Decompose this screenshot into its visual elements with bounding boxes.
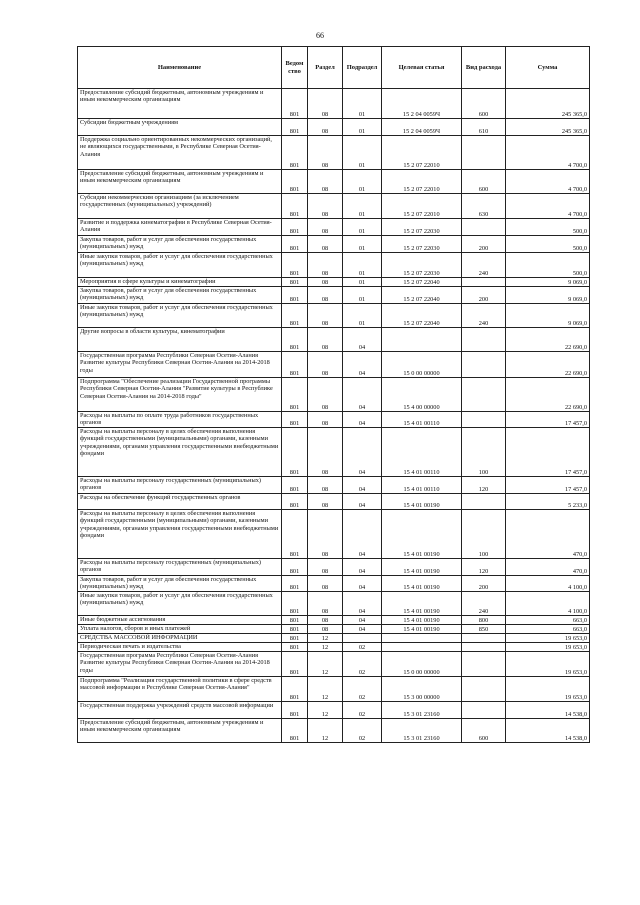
header-target: Целевая статья (382, 47, 462, 89)
table-row (78, 428, 590, 477)
cell-ved: 801 (282, 559, 308, 576)
cell-name: Периодическая печать и издательства (78, 643, 282, 652)
cell-sum: 14 538,0 (506, 702, 590, 719)
cell-podrazdel: 02 (343, 652, 382, 677)
cell-ved: 801 (282, 253, 308, 278)
cell-ved: 801 (282, 89, 308, 119)
header-podrazdel: Подраздел (343, 47, 382, 89)
table-row (78, 170, 590, 194)
cell-ved: 801 (282, 170, 308, 194)
cell-sum: 17 457,0 (506, 412, 590, 428)
cell-vid: 800 (462, 616, 506, 625)
cell-name: Закупка товаров, работ и услуг для обеспечения государственных (муниципальных) нужд (78, 576, 282, 592)
table-row (78, 219, 590, 236)
cell-podrazdel: 02 (343, 677, 382, 702)
cell-target: 15 2 07 22040 (382, 304, 462, 328)
cell-ved: 801 (282, 625, 308, 634)
cell-vid: 200 (462, 236, 506, 253)
cell-podrazdel: 01 (343, 136, 382, 170)
cell-razdel: 08 (308, 170, 343, 194)
cell-vid: 120 (462, 477, 506, 494)
cell-name: Расходы на обеспечение функций государственных органов (78, 494, 282, 510)
cell-sum: 4 700,0 (506, 136, 590, 170)
cell-razdel: 08 (308, 592, 343, 616)
cell-sum: 245 365,0 (506, 119, 590, 136)
cell-target: 15 4 01 00110 (382, 428, 462, 477)
cell-razdel: 12 (308, 643, 343, 652)
cell-vid: 240 (462, 253, 506, 278)
cell-name: Уплата налогов, сборов и иных платежей (78, 625, 282, 634)
cell-name: Закупка товаров, работ и услуг для обеспечения государственных (муниципальных) нужд (78, 287, 282, 304)
cell-target: 15 4 01 00110 (382, 477, 462, 494)
cell-podrazdel: 01 (343, 89, 382, 119)
cell-razdel: 08 (308, 412, 343, 428)
cell-ved: 801 (282, 592, 308, 616)
cell-name: Субсидии некоммерческим организациям (за исключением государственных (муниципальных) учреждений) (78, 194, 282, 219)
cell-podrazdel: 04 (343, 328, 382, 352)
cell-podrazdel: 02 (343, 643, 382, 652)
cell-razdel: 08 (308, 352, 343, 378)
cell-name: Субсидии бюджетным учреждениям (78, 119, 282, 136)
cell-razdel: 08 (308, 559, 343, 576)
cell-name: Другие вопросы в области культуры, кинематографии (78, 328, 282, 352)
cell-name: Расходы на выплаты персоналу в целях обеспечения выполнения функций государственными (муниципальными) органами, казенными учреждениями, органами управления государственными внебюджетными фондами (78, 428, 282, 477)
cell-razdel: 08 (308, 510, 343, 559)
cell-target: 15 2 04 0059Ч (382, 89, 462, 119)
cell-podrazdel: 01 (343, 287, 382, 304)
cell-target: 15 4 01 00110 (382, 412, 462, 428)
cell-sum: 17 457,0 (506, 477, 590, 494)
cell-razdel: 12 (308, 677, 343, 702)
cell-target: 15 4 01 00190 (382, 625, 462, 634)
cell-sum: 245 365,0 (506, 89, 590, 119)
cell-razdel: 08 (308, 477, 343, 494)
cell-razdel: 12 (308, 634, 343, 643)
cell-vid (462, 352, 506, 378)
cell-ved: 801 (282, 119, 308, 136)
cell-ved: 801 (282, 494, 308, 510)
cell-vid (462, 412, 506, 428)
header-vid: Вид расхода (462, 47, 506, 89)
table-row (78, 494, 590, 510)
cell-ved: 801 (282, 328, 308, 352)
cell-sum: 22 690,0 (506, 378, 590, 412)
cell-podrazdel: 04 (343, 477, 382, 494)
table-row (78, 477, 590, 494)
cell-sum: 19 653,0 (506, 677, 590, 702)
cell-razdel: 08 (308, 219, 343, 236)
cell-name: Государственная программа Республики Северная Осетия-Алания Развитие культуры Республики Северная Осетия-Алания на 2014-2018 годы (78, 652, 282, 677)
cell-vid (462, 677, 506, 702)
cell-name: Подпрограмма "Обеспечение реализации Государственной программы Республики Северная Осетия-Алания "Развитие культуры в Республике Северная Осетия-Алания на 2014-2018 годы" (78, 378, 282, 412)
cell-ved: 801 (282, 278, 308, 287)
cell-ved: 801 (282, 477, 308, 494)
cell-podrazdel: 04 (343, 616, 382, 625)
cell-razdel: 12 (308, 719, 343, 743)
cell-sum: 19 653,0 (506, 652, 590, 677)
cell-name: Иные закупки товаров, работ и услуг для обеспечения государственных (муниципальных) нужд (78, 592, 282, 616)
cell-sum: 500,0 (506, 236, 590, 253)
cell-name: Мероприятия в сфере культуры и кинематографии (78, 278, 282, 287)
cell-sum: 22 690,0 (506, 328, 590, 352)
cell-name: Государственная поддержка учреждений средств массовой информации (78, 702, 282, 719)
table-row (78, 677, 590, 702)
cell-vid (462, 634, 506, 643)
cell-name: СРЕДСТВА МАССОВОЙ ИНФОРМАЦИИ (78, 634, 282, 643)
cell-vid (462, 652, 506, 677)
cell-name: Подпрограмма "Реализация государственной политики в сфере средств массовой информации в Республике Северная Осетия-Алания" (78, 677, 282, 702)
cell-ved: 801 (282, 677, 308, 702)
cell-target (382, 328, 462, 352)
cell-name: Иные бюджетные ассигнования (78, 616, 282, 625)
cell-vid: 610 (462, 119, 506, 136)
cell-vid (462, 328, 506, 352)
table-row (78, 634, 590, 643)
cell-target: 15 2 07 22030 (382, 219, 462, 236)
cell-podrazdel: 01 (343, 194, 382, 219)
cell-target: 15 2 07 22030 (382, 253, 462, 278)
cell-razdel: 08 (308, 616, 343, 625)
cell-name: Предоставление субсидий бюджетным, автономным учреждениям и иным некоммерческим организациям (78, 89, 282, 119)
cell-name: Поддержка социально ориентированных некоммерческих организаций, не являющихся государственными, в Республике Северная Осетия-Алания (78, 136, 282, 170)
cell-razdel: 08 (308, 378, 343, 412)
table-row (78, 576, 590, 592)
table-row (78, 412, 590, 428)
budget-table (77, 46, 590, 743)
cell-podrazdel: 04 (343, 494, 382, 510)
cell-podrazdel: 04 (343, 378, 382, 412)
header-name: Наименование (78, 47, 282, 89)
table-row (78, 287, 590, 304)
cell-podrazdel: 04 (343, 428, 382, 477)
header-ved: Ведом ство (282, 47, 308, 89)
cell-razdel: 08 (308, 428, 343, 477)
cell-sum: 5 233,0 (506, 494, 590, 510)
cell-podrazdel: 01 (343, 253, 382, 278)
cell-name: Расходы на выплаты персоналу в целях обеспечения выполнения функций государственными (муниципальными) органами, казенными учреждениями, органами управления государственными внебюджетными фондами (78, 510, 282, 559)
cell-ved: 801 (282, 219, 308, 236)
cell-podrazdel: 01 (343, 170, 382, 194)
cell-name: Предоставление субсидий бюджетным, автономным учреждениям и иным некоммерческим организациям (78, 719, 282, 743)
cell-name: Развитие и поддержка кинематографии в Республике Северная Осетия-Алания (78, 219, 282, 236)
cell-vid: 240 (462, 304, 506, 328)
cell-ved: 801 (282, 643, 308, 652)
cell-ved: 801 (282, 287, 308, 304)
cell-target (382, 634, 462, 643)
table-row (78, 559, 590, 576)
cell-sum: 14 538,0 (506, 719, 590, 743)
cell-ved: 801 (282, 616, 308, 625)
cell-name: Иные закупки товаров, работ и услуг для обеспечения государственных (муниципальных) нужд (78, 253, 282, 278)
cell-vid: 630 (462, 194, 506, 219)
cell-sum: 9 069,0 (506, 287, 590, 304)
cell-vid: 600 (462, 719, 506, 743)
cell-sum: 19 653,0 (506, 643, 590, 652)
cell-ved: 801 (282, 719, 308, 743)
cell-vid: 200 (462, 576, 506, 592)
cell-razdel: 08 (308, 89, 343, 119)
cell-razdel: 08 (308, 287, 343, 304)
cell-ved: 801 (282, 702, 308, 719)
cell-razdel: 08 (308, 136, 343, 170)
cell-name: Закупка товаров, работ и услуг для обеспечения государственных (муниципальных) нужд (78, 236, 282, 253)
cell-target: 15 4 01 00190 (382, 576, 462, 592)
cell-vid (462, 378, 506, 412)
cell-podrazdel (343, 634, 382, 643)
cell-name: Расходы на выплаты персоналу государственных (муниципальных) органов (78, 559, 282, 576)
cell-ved: 801 (282, 510, 308, 559)
table-row (78, 616, 590, 625)
cell-ved: 801 (282, 304, 308, 328)
cell-sum: 4 100,0 (506, 592, 590, 616)
cell-razdel: 08 (308, 278, 343, 287)
table-row (78, 592, 590, 616)
cell-ved: 801 (282, 428, 308, 477)
cell-sum: 9 069,0 (506, 278, 590, 287)
cell-target: 15 0 00 00000 (382, 352, 462, 378)
cell-podrazdel: 04 (343, 412, 382, 428)
cell-podrazdel: 01 (343, 278, 382, 287)
cell-podrazdel: 01 (343, 304, 382, 328)
cell-target: 15 4 01 00190 (382, 510, 462, 559)
table-row (78, 652, 590, 677)
cell-razdel: 08 (308, 494, 343, 510)
cell-razdel: 08 (308, 236, 343, 253)
cell-vid: 600 (462, 170, 506, 194)
cell-sum: 470,0 (506, 510, 590, 559)
cell-sum: 500,0 (506, 253, 590, 278)
cell-target: 15 2 07 22040 (382, 278, 462, 287)
table-row (78, 643, 590, 652)
cell-name: Иные закупки товаров, работ и услуг для обеспечения государственных (муниципальных) нужд (78, 304, 282, 328)
cell-podrazdel: 01 (343, 219, 382, 236)
table-row (78, 136, 590, 170)
cell-vid: 850 (462, 625, 506, 634)
cell-podrazdel: 01 (343, 236, 382, 253)
cell-ved: 801 (282, 576, 308, 592)
cell-ved: 801 (282, 194, 308, 219)
cell-podrazdel: 04 (343, 576, 382, 592)
cell-ved: 801 (282, 136, 308, 170)
cell-sum: 663,0 (506, 625, 590, 634)
cell-podrazdel: 01 (343, 119, 382, 136)
cell-podrazdel: 04 (343, 625, 382, 634)
cell-ved: 801 (282, 378, 308, 412)
cell-podrazdel: 02 (343, 719, 382, 743)
table-row (78, 304, 590, 328)
table-row (78, 702, 590, 719)
cell-razdel: 12 (308, 652, 343, 677)
cell-target: 15 3 01 23160 (382, 702, 462, 719)
table-row (78, 236, 590, 253)
table-row (78, 625, 590, 634)
cell-razdel: 12 (308, 702, 343, 719)
table-row (78, 328, 590, 352)
cell-vid: 120 (462, 559, 506, 576)
table-row (78, 194, 590, 219)
cell-vid (462, 219, 506, 236)
cell-vid: 100 (462, 510, 506, 559)
cell-target: 15 2 07 22040 (382, 287, 462, 304)
cell-vid (462, 136, 506, 170)
cell-name: Расходы на выплаты по оплате труда работников государственных органов (78, 412, 282, 428)
cell-vid (462, 702, 506, 719)
cell-sum: 470,0 (506, 559, 590, 576)
cell-razdel: 08 (308, 328, 343, 352)
cell-sum: 4 700,0 (506, 170, 590, 194)
cell-sum: 9 069,0 (506, 304, 590, 328)
cell-target: 15 4 00 00000 (382, 378, 462, 412)
table-header-row (78, 47, 590, 89)
cell-target: 15 4 01 00190 (382, 616, 462, 625)
cell-target: 15 4 01 00190 (382, 592, 462, 616)
table-row (78, 89, 590, 119)
cell-ved: 801 (282, 652, 308, 677)
cell-vid (462, 278, 506, 287)
cell-sum: 17 457,0 (506, 428, 590, 477)
table-row (78, 278, 590, 287)
cell-ved: 801 (282, 412, 308, 428)
cell-target: 15 2 04 0059Ч (382, 119, 462, 136)
cell-target: 15 4 01 00190 (382, 494, 462, 510)
cell-vid: 600 (462, 89, 506, 119)
cell-sum: 19 653,0 (506, 634, 590, 643)
cell-vid: 100 (462, 428, 506, 477)
header-razdel: Раздел (308, 47, 343, 89)
cell-name: Расходы на выплаты персоналу государственных (муниципальных) органов (78, 477, 282, 494)
table-row (78, 510, 590, 559)
cell-razdel: 08 (308, 253, 343, 278)
cell-name: Предоставление субсидий бюджетным, автономным учреждениям и иным некоммерческим организациям (78, 170, 282, 194)
cell-sum: 22 690,0 (506, 352, 590, 378)
cell-name: Государственная программа Республики Северная Осетия-Алания Развитие культуры Республики Северная Осетия-Алания на 2014-2018 годы (78, 352, 282, 378)
cell-podrazdel: 04 (343, 592, 382, 616)
cell-podrazdel: 04 (343, 559, 382, 576)
cell-razdel: 08 (308, 625, 343, 634)
cell-vid (462, 643, 506, 652)
table-row (78, 119, 590, 136)
cell-sum: 663,0 (506, 616, 590, 625)
cell-razdel: 08 (308, 304, 343, 328)
table-row (78, 352, 590, 378)
cell-target: 15 3 00 00000 (382, 677, 462, 702)
cell-target: 15 2 07 22010 (382, 194, 462, 219)
cell-ved: 801 (282, 236, 308, 253)
table-row (78, 719, 590, 743)
cell-razdel: 08 (308, 194, 343, 219)
cell-podrazdel: 04 (343, 352, 382, 378)
table-row (78, 378, 590, 412)
cell-podrazdel: 04 (343, 510, 382, 559)
cell-vid (462, 494, 506, 510)
cell-sum: 4 700,0 (506, 194, 590, 219)
cell-target: 15 3 01 23160 (382, 719, 462, 743)
cell-sum: 4 100,0 (506, 576, 590, 592)
cell-ved: 801 (282, 634, 308, 643)
cell-vid: 200 (462, 287, 506, 304)
cell-razdel: 08 (308, 119, 343, 136)
cell-podrazdel: 02 (343, 702, 382, 719)
cell-sum: 500,0 (506, 219, 590, 236)
table-row (78, 253, 590, 278)
cell-target (382, 643, 462, 652)
cell-razdel: 08 (308, 576, 343, 592)
page-number: 66 (316, 31, 324, 40)
cell-target: 15 2 07 22010 (382, 136, 462, 170)
header-sum: Сумма (506, 47, 590, 89)
cell-target: 15 2 07 22030 (382, 236, 462, 253)
cell-ved: 801 (282, 352, 308, 378)
cell-vid: 240 (462, 592, 506, 616)
cell-target: 15 0 00 00000 (382, 652, 462, 677)
cell-target: 15 2 07 22010 (382, 170, 462, 194)
cell-target: 15 4 01 00190 (382, 559, 462, 576)
